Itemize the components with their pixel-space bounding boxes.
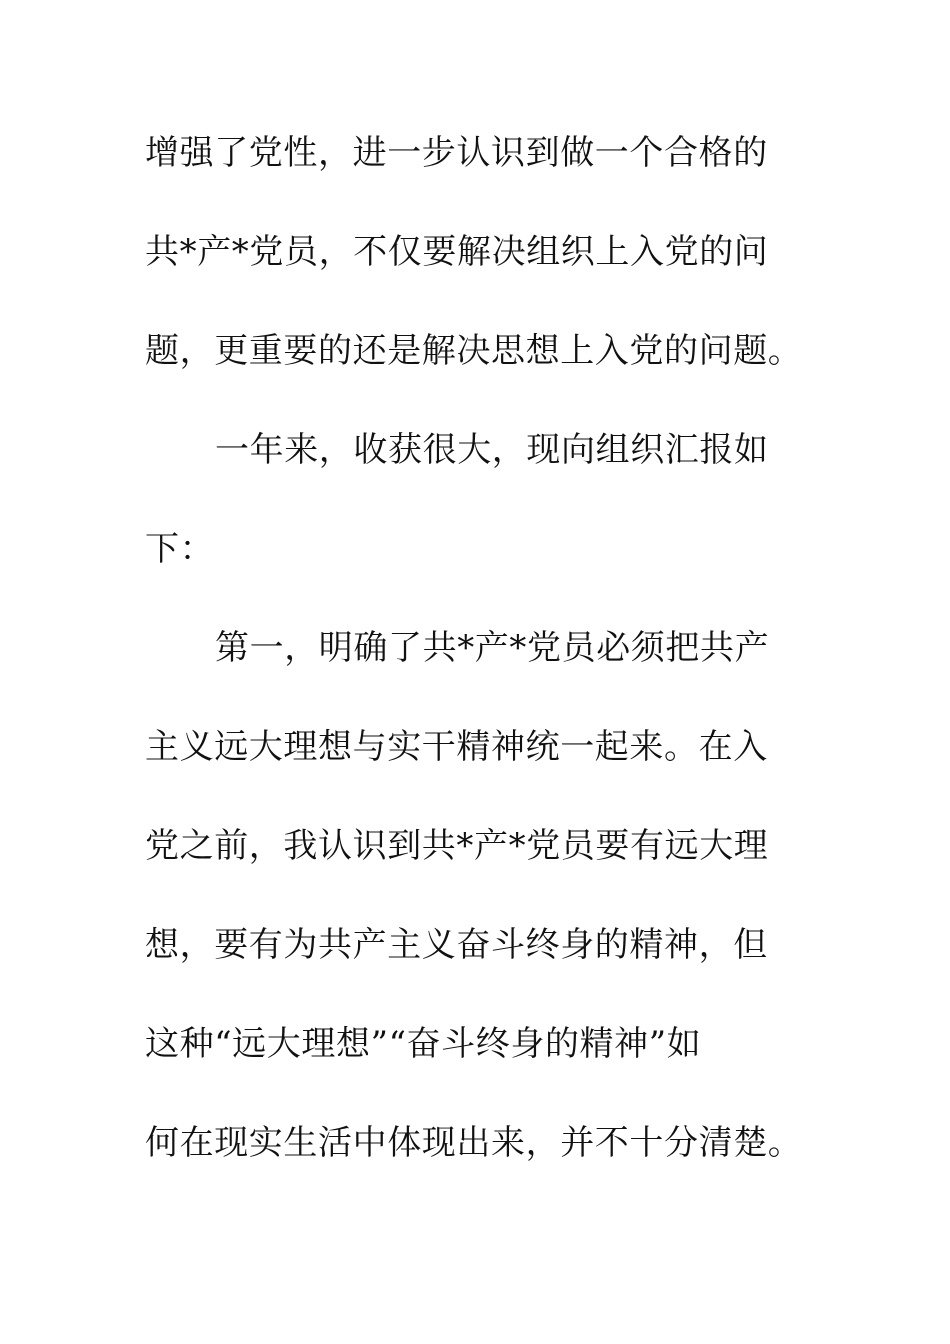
text-line: 下： [145, 529, 215, 569]
text-line: 主义远大理想与实干精神统一起来。在入 [145, 727, 768, 767]
text-line: 这种“远大理想”“奋斗终身的精神”如 [145, 1024, 702, 1064]
text-line: 党之前，我认识到共*产*党员要有远大理 [145, 826, 769, 866]
body-text [145, 120, 805, 1209]
text-line: 想，要有为共产主义奋斗终身的精神，但 [145, 925, 768, 965]
text-line: 共*产*党员，不仅要解决组织上入党的问 [145, 232, 769, 272]
text-line: 题，更重要的还是解决思想上入党的问题。 [145, 331, 803, 371]
paragraph-start-line: 第一，明确了共*产*党员必须把共产 [215, 628, 770, 668]
text-line: 何在现实生活中体现出来，并不十分清楚。 [145, 1123, 803, 1163]
paragraph-start-line: 一年来，收获很大，现向组织汇报如 [215, 430, 769, 470]
text-line: 增强了党性，进一步认识到做一个合格的 [145, 133, 768, 173]
